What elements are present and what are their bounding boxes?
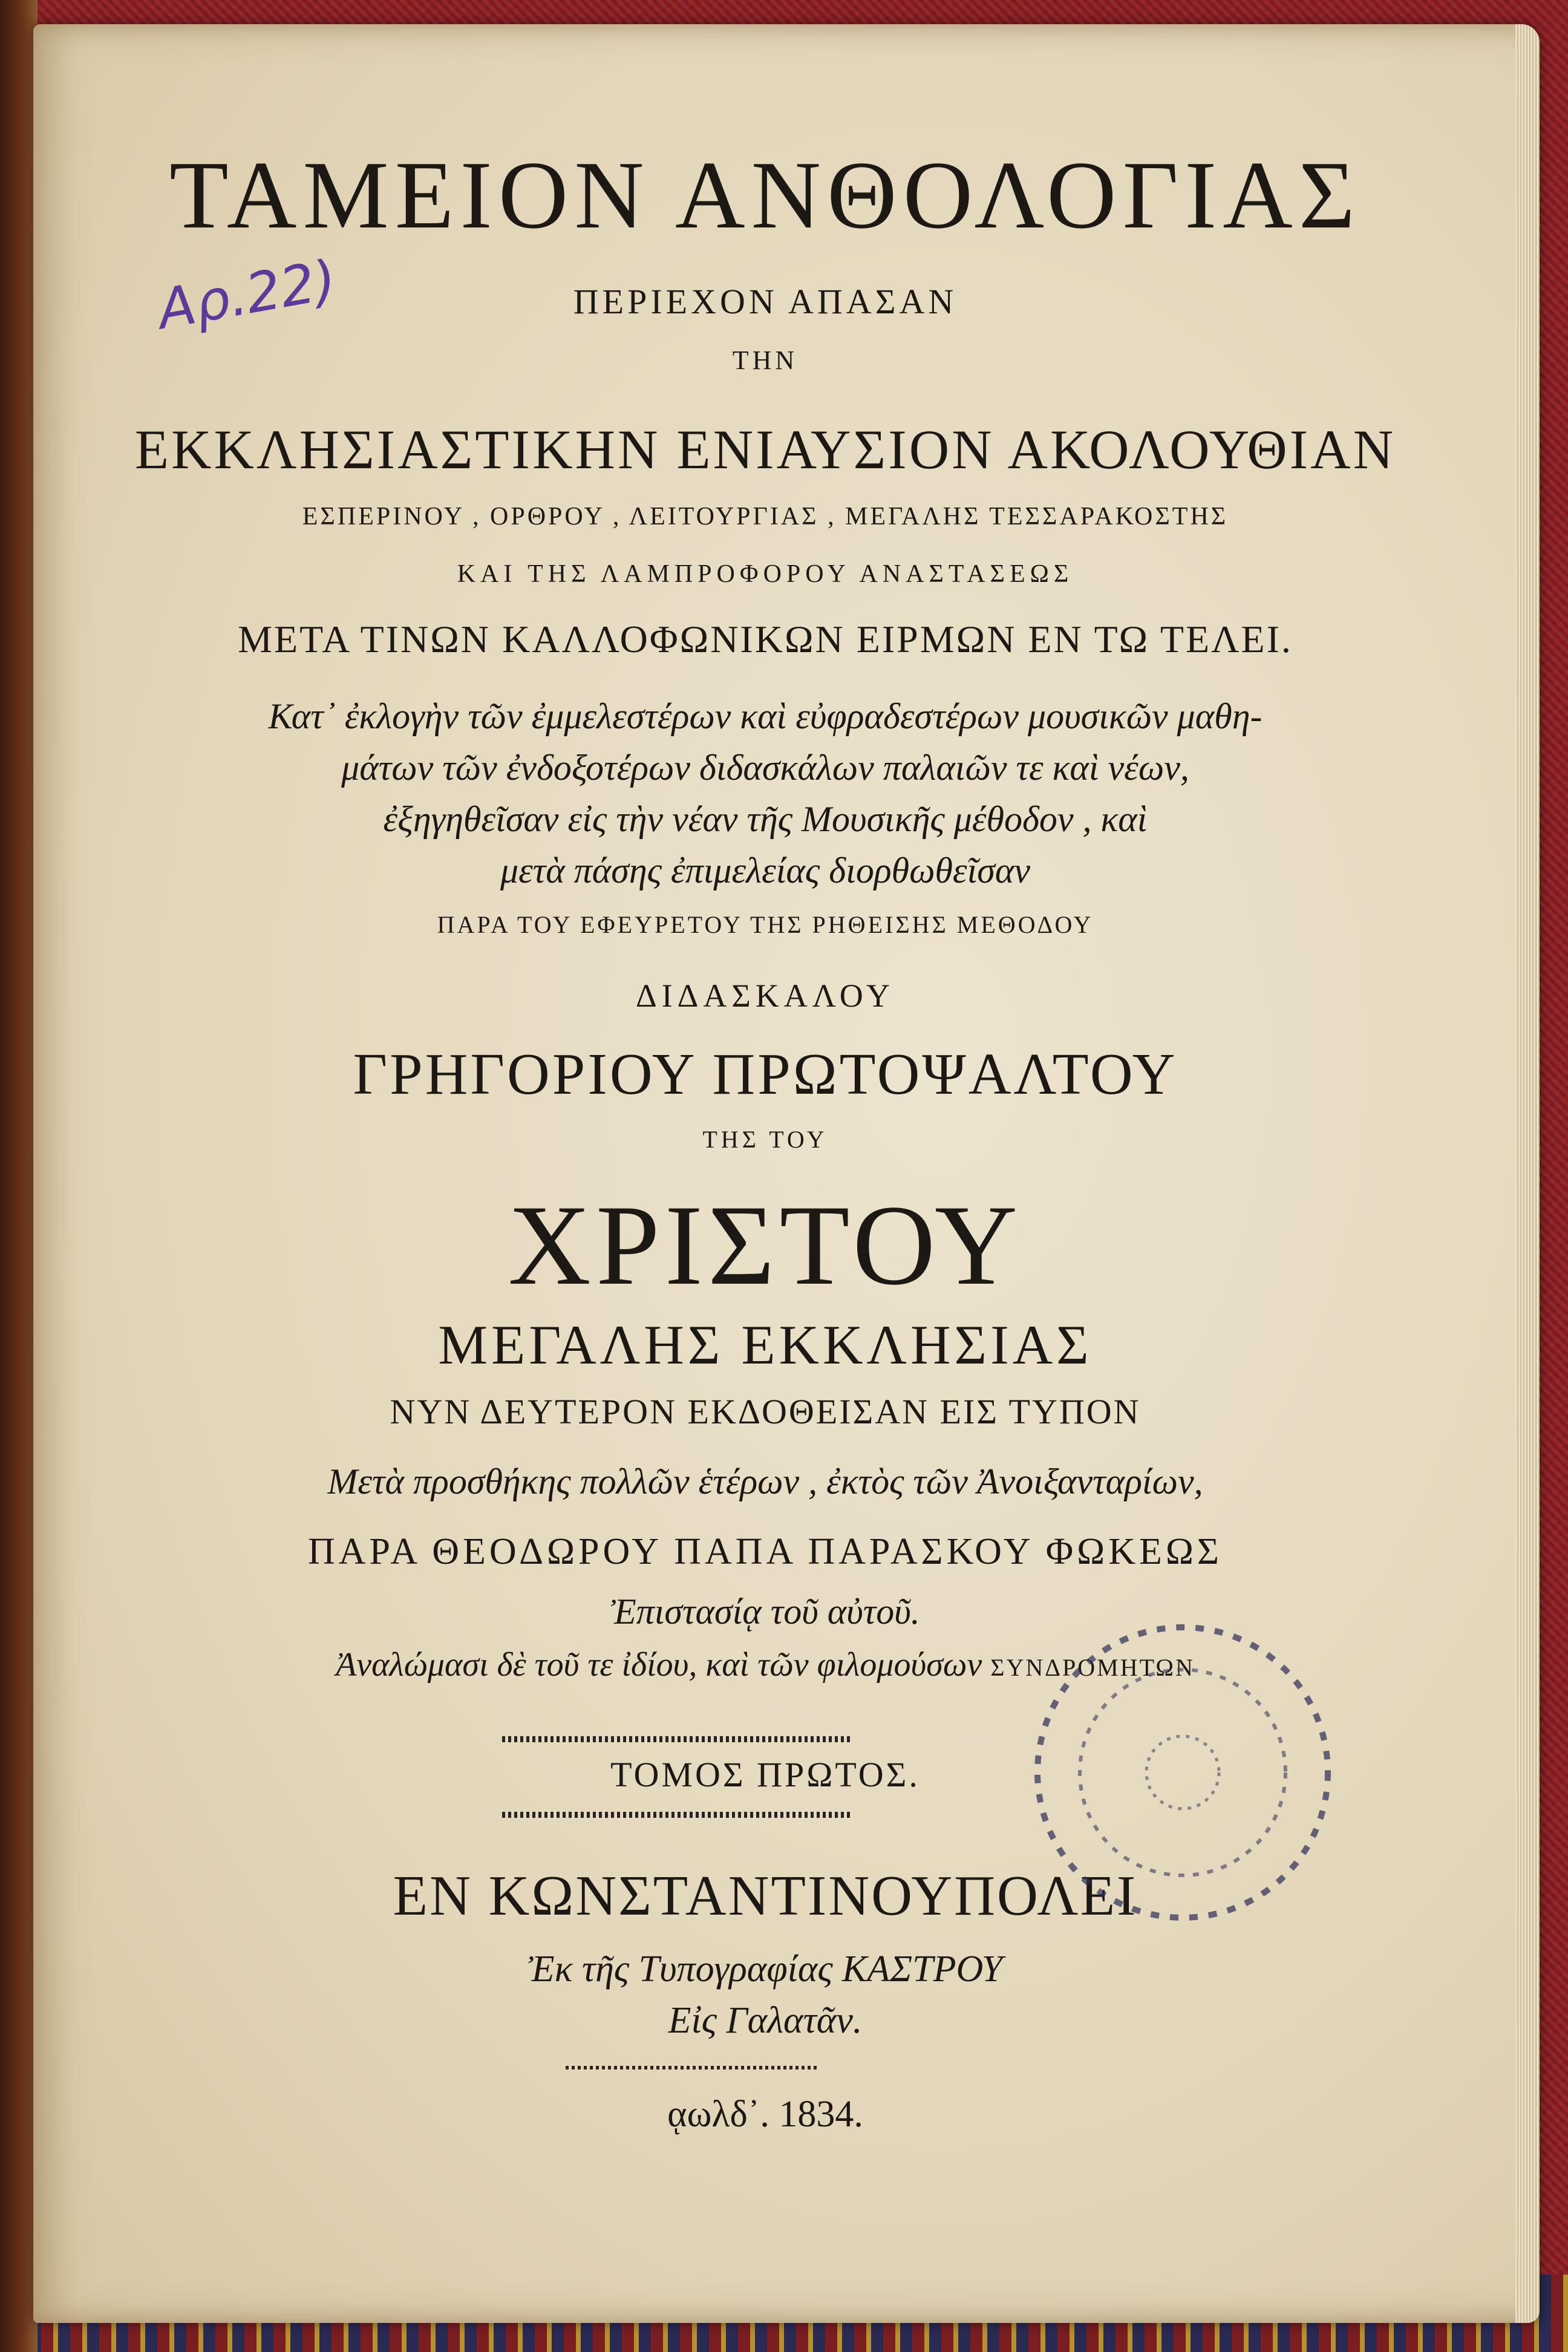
line-nyn: ΝΥΝ ΔΕΥΤΕΡΟΝ ΕΚΔΟΘΕΙΣΑΝ ΕΙΣ ΤΥΠΟΝ bbox=[390, 1392, 1141, 1431]
italic-line-1: Κατ᾽ ἐκλογὴν τῶν ἐμμελεστέρων καὶ εὐφραδεστέρων μουσικῶν μαθη- bbox=[268, 696, 1263, 736]
page-edge bbox=[1515, 24, 1540, 2323]
italic-line-4: μετὰ πάσης ἐπιμελείας διορθωθεῖσαν bbox=[500, 851, 1030, 890]
line-tis-tou: ΤΗΣ ΤΟΥ bbox=[702, 1126, 828, 1153]
handwritten-note: Αρ.22) bbox=[153, 248, 341, 342]
ornament-rule-top bbox=[502, 1736, 853, 1742]
title-page bbox=[33, 24, 1540, 2323]
line-periechon: ΠΕΡΙΕΧΟΝ ΑΠΑΣΑΝ bbox=[573, 282, 958, 321]
line-ekklisias: ΜΕΓΑΛΗΣ ΕΚΚΛΗΣΙΑΣ bbox=[438, 1314, 1093, 1376]
ornament-rule-date bbox=[566, 2066, 820, 2069]
line-services: ΕΣΠΕΡΙΝΟΥ , ΟΡΘΡΟΥ , ΛΕΙΤΟΥΡΓΙΑΣ , ΜΕΓΑΛΗΣ ΤΕΣΣΑΡΑΚΟΣΤΗΣ bbox=[302, 503, 1229, 531]
line-irmon: ΜΕΤΑ ΤΙΝΩΝ ΚΑΛΛΟΦΩΝΙΚΩΝ ΕΙΡΜΩΝ ΕΝ ΤΩ ΤΕΛΕΙ. bbox=[238, 618, 1293, 661]
line-para: ΠΑΡΑ ΤΟΥ ΕΦΕΥΡΕΤΟΥ ΤΗΣ ΡΗΘΕΙΣΗΣ ΜΕΘΟΔΟΥ bbox=[437, 911, 1094, 938]
line-christou: ΧΡΙΣΤΟΥ bbox=[508, 1182, 1023, 1309]
italic-line-2: μάτων τῶν ἐνδοξοτέρων διδασκάλων παλαιῶν τε καὶ νέων, bbox=[341, 748, 1189, 788]
book-title: ΤΑΜΕΙΟΝ ΑΝΘΟΛΟΓΙΑΣ bbox=[169, 141, 1361, 249]
line-place: ΕΝ ΚΩΝΣΤΑΝΤΙΝΟΥΠΟΛΕΙ bbox=[393, 1864, 1138, 1927]
line-akolouthian: ΕΚΚΛΗΣΙΑΣΤΙΚΗΝ ΕΝΙΑΥΣΙΟΝ ΑΚΟΛΟΥΘΙΑΝ bbox=[134, 419, 1396, 480]
italic-line-7: Ἀναλώμασι δὲ τοῦ τε ἰδίου, καὶ τῶν φιλομούσων bbox=[336, 1646, 982, 1684]
italic-line-6: Ἐπιστασίᾳ τοῦ αὐτοῦ. bbox=[610, 1592, 920, 1632]
line-anastaseos: ΚΑΙ ΤΗΣ ΛΑΜΠΡΟΦΟΡΟΥ ΑΝΑΣΤΑΣΕΩΣ bbox=[457, 560, 1074, 588]
line-tomos: ΤΟΜΟΣ ΠΡΩΤΟΣ. bbox=[610, 1755, 920, 1794]
line-tin: ΤΗΝ bbox=[732, 345, 799, 375]
italic-line-3: ἐξηγηθεῖσαν εἰς τὴν νέαν τῆς Μουσικῆς μέθοδον , καὶ bbox=[383, 799, 1148, 839]
line-galatan: Εἰς Γαλατᾶν. bbox=[668, 2000, 863, 2041]
ornament-rule-bottom bbox=[502, 1812, 853, 1818]
book-spine bbox=[0, 0, 38, 2352]
line-typographia: Ἐκ τῆς Τυπογραφίας ΚΑΣΤΡΟΥ bbox=[528, 1949, 1003, 1990]
line-didaskalou: ΔΙΔΑΣΚΑΛΟΥ bbox=[635, 978, 895, 1014]
line-grigoriou: ΓΡΗΓΟΡΙΟΥ ΠΡΩΤΟΨΑΛΤΟΥ bbox=[353, 1042, 1178, 1107]
line-syndromiton: ΣΥΝΔΡΟΜΗΤΩΝ bbox=[990, 1654, 1195, 1681]
italic-line-5: Μετὰ προσθήκης πολλῶν ἑτέρων , ἐκτὸς τῶν Ἀνοιξανταρίων, bbox=[327, 1462, 1203, 1501]
line-theodorou: ΠΑΡΑ ΘΕΟΔΩΡΟΥ ΠΑΠΑ ΠΑΡΑΣΚΟΥ ΦΩΚΕΩΣ bbox=[307, 1531, 1223, 1572]
line-date: ᾳωλδ᾽. 1834. bbox=[667, 2094, 863, 2135]
library-stamp bbox=[1013, 1603, 1352, 1942]
